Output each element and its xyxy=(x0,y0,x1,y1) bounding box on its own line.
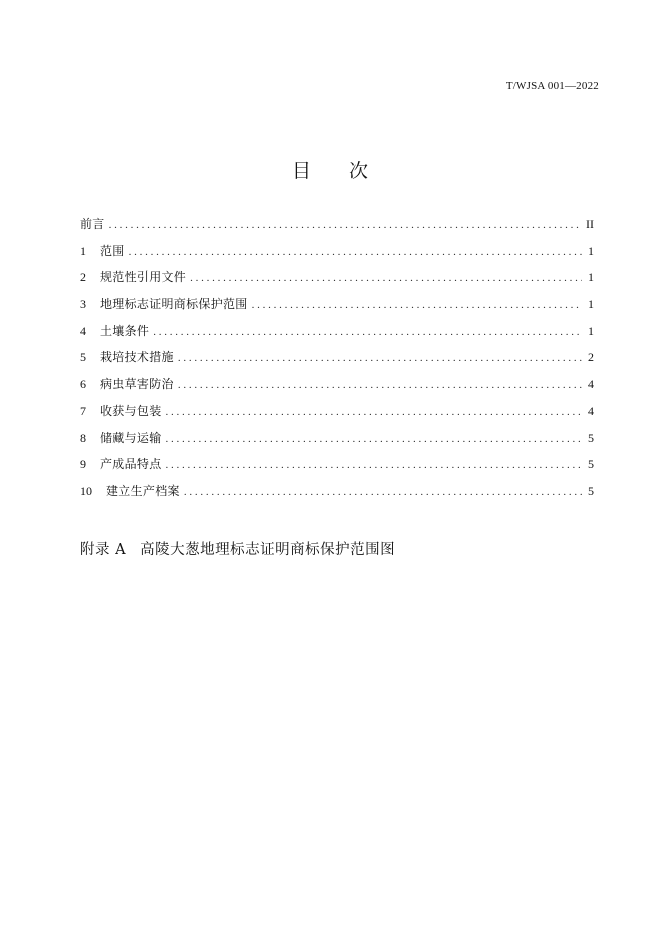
toc-page-number: 5 xyxy=(588,457,594,472)
toc-number: 3 xyxy=(80,297,86,312)
toc-page-number: 5 xyxy=(588,483,594,498)
toc-number: 5 xyxy=(80,350,86,365)
toc-page-number: 4 xyxy=(588,377,594,392)
dot-leader xyxy=(166,402,582,422)
toc-entry-foreword[interactable] xyxy=(80,214,594,241)
toc-number: 10 xyxy=(80,483,92,498)
toc-entry-10[interactable] xyxy=(80,481,594,508)
toc-label: 前言 xyxy=(80,217,105,231)
dot-leader xyxy=(109,215,582,235)
toc-label: 栽培技术措施 xyxy=(100,350,174,365)
toc-label: 收获与包装 xyxy=(100,403,162,418)
toc-page-number: 2 xyxy=(588,350,594,365)
toc-label: 建立生产档案 xyxy=(106,483,180,498)
toc-number: 2 xyxy=(80,270,86,285)
dot-leader xyxy=(178,375,582,395)
toc-entry-8[interactable] xyxy=(80,428,594,455)
toc-label: 规范性引用文件 xyxy=(100,270,187,285)
table-of-contents xyxy=(80,214,594,508)
toc-entry-3[interactable] xyxy=(80,294,594,321)
title-char-2: 次 xyxy=(349,160,371,182)
toc-page-number: 4 xyxy=(588,403,594,418)
document-code: T/WJSA 001—2022 xyxy=(505,80,599,92)
toc-number: 1 xyxy=(80,243,86,258)
toc-entry-9[interactable] xyxy=(80,454,594,481)
toc-label: 病虫草害防治 xyxy=(100,377,174,392)
toc-entry-7[interactable] xyxy=(80,401,594,428)
dot-leader xyxy=(153,322,582,342)
toc-page-number: II xyxy=(586,217,594,231)
appendix-title: 高陵大葱地理标志证明商标保护范围图 xyxy=(140,542,396,558)
toc-number: 4 xyxy=(80,323,86,338)
page-title xyxy=(0,156,662,183)
toc-page-number: 1 xyxy=(588,243,594,258)
dot-leader xyxy=(184,482,582,502)
dot-leader xyxy=(252,295,582,315)
toc-number: 8 xyxy=(80,430,86,445)
toc-page-number: 1 xyxy=(588,297,594,312)
dot-leader xyxy=(129,242,582,262)
appendix-entry[interactable] xyxy=(80,538,395,559)
dot-leader xyxy=(178,348,582,368)
title-char-1: 目 xyxy=(291,160,313,182)
toc-number: 6 xyxy=(80,377,86,392)
toc-entry-1[interactable] xyxy=(80,241,594,268)
toc-label: 范围 xyxy=(100,243,125,258)
toc-entry-2[interactable] xyxy=(80,267,594,294)
dot-leader xyxy=(166,429,582,449)
toc-label: 储藏与运输 xyxy=(100,430,162,445)
dot-leader xyxy=(190,268,582,288)
toc-entry-5[interactable] xyxy=(80,347,594,374)
toc-label: 产成品特点 xyxy=(100,457,162,472)
toc-entry-4[interactable] xyxy=(80,321,594,348)
toc-entry-6[interactable] xyxy=(80,374,594,401)
toc-page-number: 5 xyxy=(588,430,594,445)
dot-leader xyxy=(166,455,582,475)
appendix-tag: 附录 A xyxy=(80,542,127,558)
toc-number: 7 xyxy=(80,403,86,418)
toc-label: 地理标志证明商标保护范围 xyxy=(100,297,248,312)
toc-label: 土壤条件 xyxy=(100,323,150,338)
toc-page-number: 1 xyxy=(588,270,594,285)
toc-page-number: 1 xyxy=(588,323,594,338)
toc-number: 9 xyxy=(80,457,86,472)
